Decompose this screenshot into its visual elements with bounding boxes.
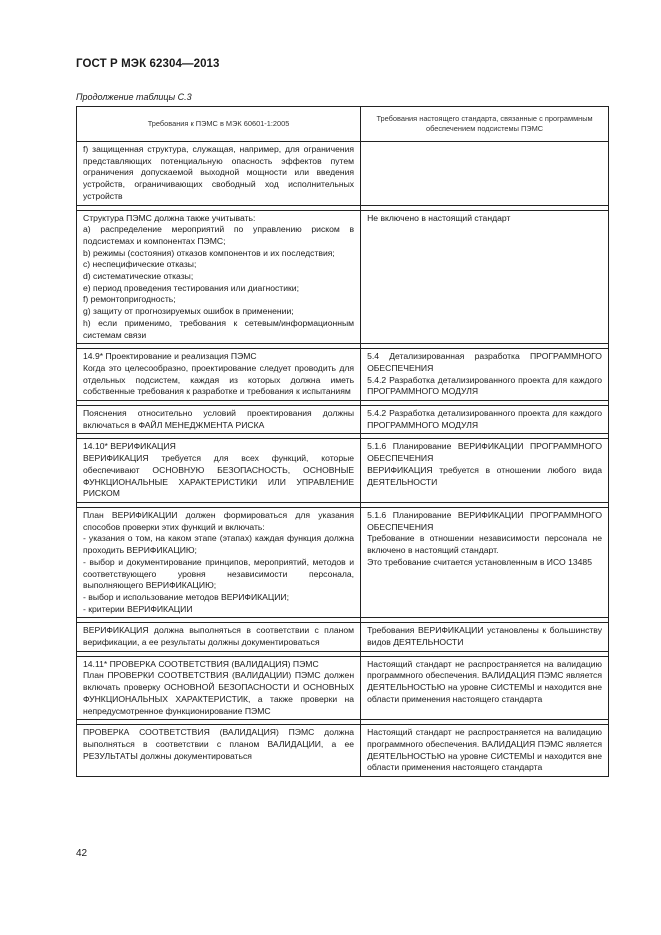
cell-text-line: - указания о том, на каком этапе (этапах) каждая функция должна проходить ВЕРИФИКАЦИЮ; (83, 533, 355, 556)
cell-text-line: 5.4.2 Разработка детализированного проекта для каждого ПРОГРАММНОГО МОДУЛЯ (367, 408, 602, 430)
standard-requirement-cell (361, 623, 609, 651)
table-row (77, 142, 609, 206)
cell-text-line: Не включено в настоящий стандарт (367, 212, 511, 223)
standard-requirement-cell (361, 439, 609, 503)
cell-text-line: a) распределение мероприятий по управлению риском в подсистемах и компонентах ПЭМС; (83, 224, 355, 246)
cell-text-line: Это требование считается установленным в ИСО 13485 (367, 556, 592, 567)
table-row (77, 210, 609, 344)
cell-text-line: План ВЕРИФИКАЦИИ должен формироваться для указания способов проверки этих функций и включать: (83, 509, 355, 532)
table-header-row (77, 107, 609, 142)
cell-text-line: Требование в отношении независимости персонала не включено в настоящий стандарт. (367, 533, 602, 556)
iec-requirement-cell (77, 623, 361, 651)
cell-text-line: e) период проведения тестирования или диагностики; (83, 282, 299, 293)
cell-text-line: f) ремонтопригодность; (83, 294, 176, 305)
table-row (77, 507, 609, 617)
cell-text-line: b) режимы (состояния) отказов компонентов и их последствия; (83, 247, 335, 258)
standard-requirement-cell (361, 210, 609, 344)
cell-text-line: 14.10* ВЕРИФИКАЦИЯ (83, 441, 176, 452)
cell-text-line: Настоящий стандарт не распространяется на валидацию программного обеспечения. ВАЛИДАЦИЯ ПЭМС является ДЕЯТЕЛЬНОСТЬЮ на уровне СИСТЕМЫ и находится вне области применения настоящего стандарта (367, 658, 602, 704)
table-row (77, 725, 609, 777)
cell-text-line: 5.1.6 Планирование ВЕРИФИКАЦИИ ПРОГРАММНОГО ОБЕСПЕЧЕНИЯ (367, 441, 602, 464)
cell-text-line: d) систематические отказы; (83, 271, 194, 282)
standard-requirement-cell (361, 142, 609, 206)
cell-text-line: ВЕРИФИКАЦИЯ требуется в отношении любого вида ДЕЯТЕЛЬНОСТИ (367, 464, 602, 487)
page-number: 42 (76, 848, 88, 859)
cell-text-line: - выбор и использование методов ВЕРИФИКАЦИИ; (83, 591, 289, 602)
cell-text-line: ПРОВЕРКА СООТВЕТСТВИЯ (ВАЛИДАЦИЯ) ПЭМС должна выполняться в соответствии с планом ВАЛИДАЦИИ, а ее РЕЗУЛЬТАТЫ должны документироваться (83, 727, 355, 761)
iec-requirement-cell (77, 507, 361, 617)
table-caption: Продолжение таблицы С.3 (76, 92, 192, 102)
iec-requirement-cell (77, 406, 361, 434)
column-header-iec: Требования к ПЭМС в МЭК 60601-1:2005 (77, 107, 361, 142)
cell-text-line: План ПРОВЕРКИ СООТВЕТСТВИЯ (ВАЛИДАЦИИ) ПЭМС должен включать проверку ОСНОВНОЙ БЕЗОПАСНОСТИ И ОСНОВНЫХ ФУНКЦИОНАЛЬНЫХ ХАРАКТЕРИСТИК, а также проверки на непредусмотренное функционирование ПЭМС (83, 670, 355, 716)
standard-requirement-cell (361, 349, 609, 401)
cell-text-line: g) защиту от прогнозируемых ошибок в применении; (83, 306, 294, 317)
standard-requirement-cell (361, 725, 609, 777)
cell-text-line: Структура ПЭМС должна также учитывать: (83, 212, 256, 223)
table-row (77, 349, 609, 401)
cell-text-line: Требования ВЕРИФИКАЦИИ установлены к большинству видов ДЕЯТЕЛЬНОСТИ (367, 625, 602, 648)
standard-requirement-cell (361, 406, 609, 434)
cell-text-line: ВЕРИФИКАЦИЯ должна выполняться в соответствии с планом верификации, а ее результаты должны документироваться (83, 625, 355, 648)
cell-text-line: Когда это целесообразно, проектирование следует проводить для отдельных подсистем, каждая из которых должна иметь собственные требования к разработке и требования к испытаниям (83, 362, 355, 397)
standard-requirement-cell (361, 656, 609, 720)
cell-text-line: 5.4.2 Разработка детализированного проекта для каждого ПРОГРАММНОГО МОДУЛЯ (367, 374, 602, 397)
cell-text-line: Настоящий стандарт не распространяется на валидацию программного обеспечения. ВАЛИДАЦИЯ ПЭМС является ДЕЯТЕЛЬНОСТЬЮ на уровне СИСТЕМЫ и находится вне области применения настоящего стандарта (367, 727, 602, 773)
iec-requirement-cell (77, 439, 361, 503)
cell-text-line: 5.1.6 Планирование ВЕРИФИКАЦИИ ПРОГРАММНОГО ОБЕСПЕЧЕНИЯ (367, 509, 602, 532)
cell-text-line: ВЕРИФИКАЦИЯ требуется для всех функций, которые обеспечивают ОСНОВНУЮ БЕЗОПАСНОСТЬ, ОСНОВНЫЕ ФУНКЦИОНАЛЬНЫЕ ХАРАКТЕРИСТИКИ ИЛИ УПРАВЛЕНИЕ РИСКОМ (83, 453, 355, 499)
standard-requirement-cell (361, 507, 609, 617)
requirements-table (76, 106, 609, 777)
column-header-standard: Требования настоящего стандарта, связанные с программным обеспечением подсистемы ПЭМС (361, 107, 609, 142)
cell-text-line: h) если применимо, требования к сетевым/информационным системам связи (83, 317, 355, 340)
cell-text-line: 14.9* Проектирование и реализация ПЭМС (83, 351, 257, 362)
table-body (77, 142, 609, 777)
iec-requirement-cell (77, 142, 361, 206)
cell-text-line: c) неспецифические отказы; (83, 259, 197, 270)
iec-requirement-cell (77, 210, 361, 344)
document-header: ГОСТ Р МЭК 62304—2013 (76, 58, 220, 70)
iec-requirement-cell (77, 725, 361, 777)
cell-text-line: 14.11* ПРОВЕРКА СООТВЕТСТВИЯ (ВАЛИДАЦИЯ) ПЭМС (83, 658, 319, 669)
iec-requirement-cell (77, 656, 361, 720)
cell-text-line: f) защищенная структура, служащая, например, для ограничения представляющих потенциальную опасность эффектов путем ограничения допускаемой выходной мощности или введения устройств, ограничивающих свободный ход исполнительных устройств (83, 144, 355, 201)
cell-text-line: Пояснения относительно условий проектирования должны включаться в ФАЙЛ МЕНЕДЖМЕНТА РИСКА (83, 408, 355, 430)
table-row (77, 406, 609, 434)
iec-requirement-cell (77, 349, 361, 401)
table-row (77, 656, 609, 720)
cell-text-line: - выбор и документирование принципов, мероприятий, методов и соответствующего уровня независимости персонала, выполняющего ВЕРИФИКАЦИЮ; (83, 556, 355, 591)
table-row (77, 623, 609, 651)
cell-text-line: - критерии ВЕРИФИКАЦИИ (83, 603, 193, 614)
table-row (77, 439, 609, 503)
cell-text-line: 5.4 Детализированная разработка ПРОГРАММНОГО ОБЕСПЕЧЕНИЯ (367, 351, 602, 373)
